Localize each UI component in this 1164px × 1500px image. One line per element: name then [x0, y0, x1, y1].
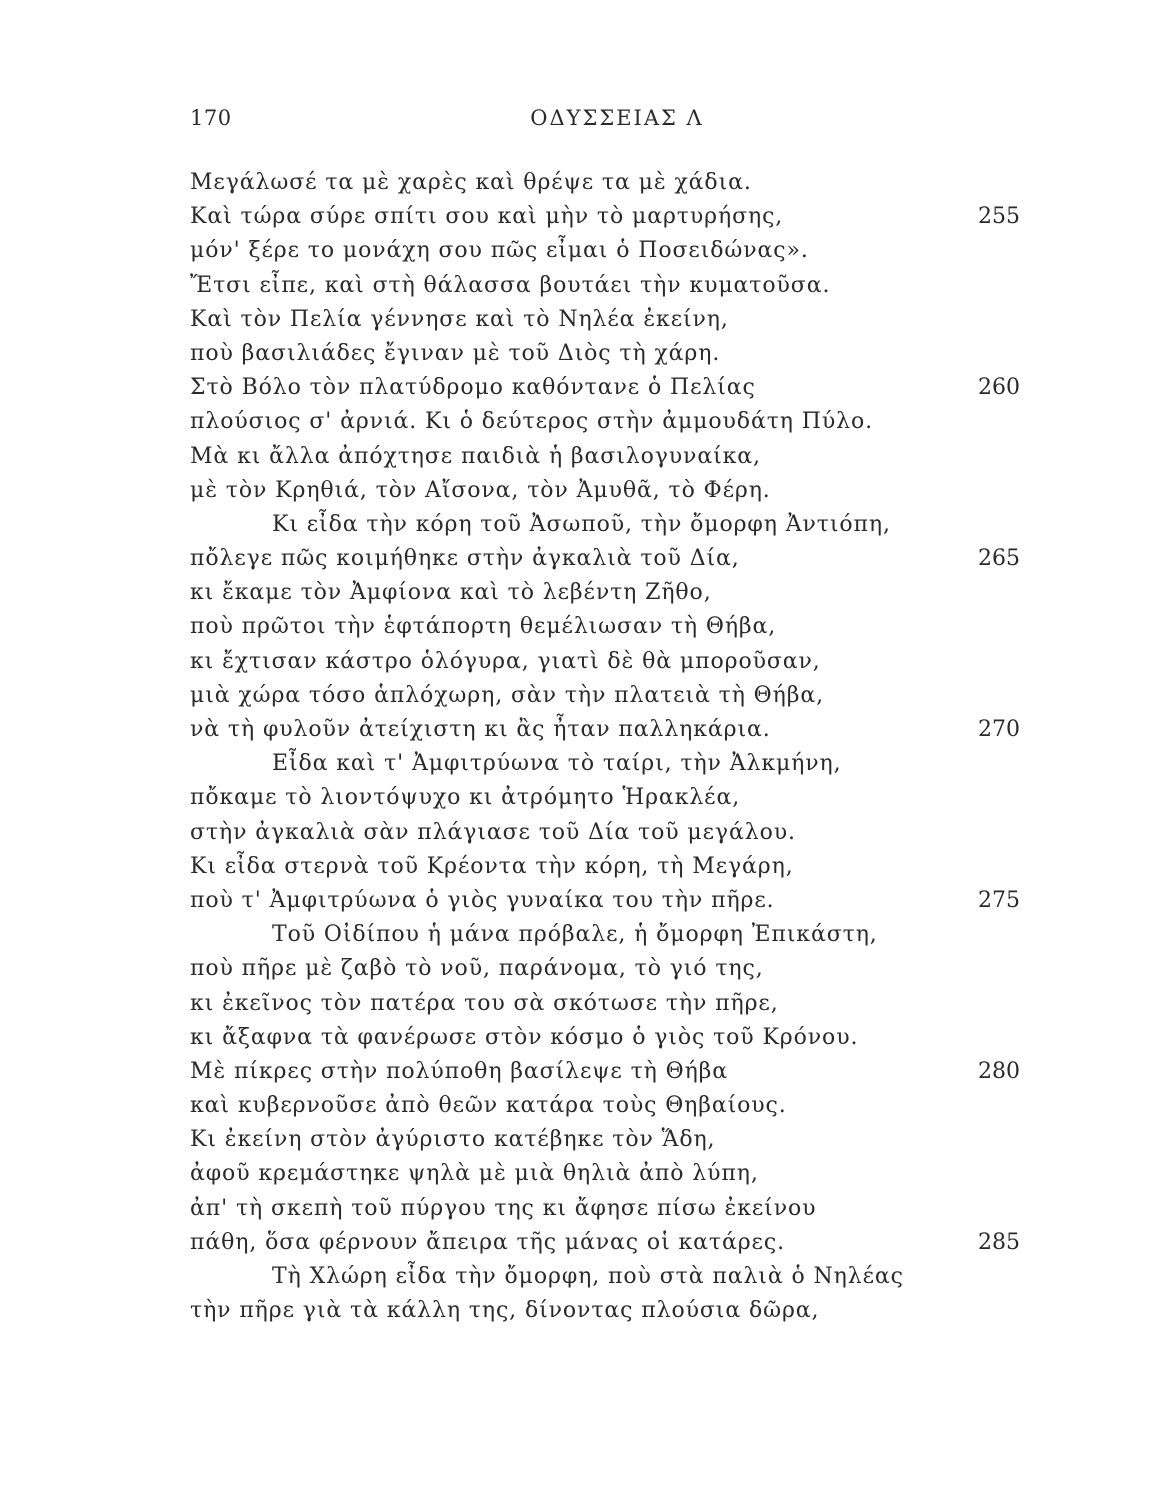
- line-text: Μὲ πίκρες στὴν πολύποθη βασίλεψε τὴ Θήβα: [190, 1058, 729, 1084]
- line-number: 255: [978, 204, 1020, 230]
- line-text: μιὰ χώρα τόσο ἁπλόχωρη, σὰν τὴν πλατειὰ τὴ Θήβα,: [190, 682, 824, 708]
- line-text: Καὶ τὸν Πελία γέννησε καὶ τὸ Νηλέα ἐκείνη,: [190, 306, 729, 332]
- line-text: κι ἄξαφνα τὰ φανέρωσε στὸν κόσμο ὁ γιὸς τοῦ Κρόνου.: [190, 1024, 859, 1050]
- poem-line: [190, 1192, 1020, 1226]
- line-number: 275: [978, 887, 1020, 913]
- line-text: Ἔτσι εἶπε, καὶ στὴ θάλασσα βουτάει τὴν κυματοῦσα.: [190, 272, 831, 298]
- line-text: ποὺ τ' Ἀμφιτρύωνα ὁ γιὸς γυναίκα του τὴν πῆρε.: [190, 887, 775, 913]
- line-text: κι ἔκαμε τὸν Ἀμφίονα καὶ τὸ λεβέντη Ζῆθο,: [190, 580, 712, 606]
- poem-line: [190, 1089, 1020, 1123]
- poem-line: [190, 440, 1020, 474]
- line-text: μόν' ξέρε το μονάχη σου πῶς εἶμαι ὁ Ποσειδώνας».: [190, 238, 809, 264]
- poem-line: [190, 1157, 1020, 1191]
- page-number: 170: [190, 106, 232, 130]
- line-text: Εἶδα καὶ τ' Ἀμφιτρύωνα τὸ ταίρι, τὴν Ἀλκμήνη,: [272, 751, 842, 777]
- poem-body: [190, 166, 1020, 1328]
- line-text: ποὺ βασιλιάδες ἔγιναν μὲ τοῦ Διὸς τὴ χάρη.: [190, 340, 721, 366]
- line-number: 285: [978, 1229, 1020, 1255]
- line-text: πὄκαμε τὸ λιοντόψυχο κι ἀτρόμητο Ἡρακλέα,: [190, 785, 741, 811]
- poem-line: [190, 166, 1020, 200]
- line-text: ἀφοῦ κρεμάστηκε ψηλὰ μὲ μιὰ θηλιὰ ἀπὸ λύπη,: [190, 1161, 759, 1187]
- line-text: Κι ἐκείνη στὸν ἀγύριστο κατέβηκε τὸν Ἅδη,: [190, 1127, 716, 1153]
- poem-line: [190, 884, 1020, 918]
- line-text: τὴν πῆρε γιὰ τὰ κάλλη της, δίνοντας πλούσια δῶρα,: [190, 1298, 820, 1324]
- poem-line: [190, 952, 1020, 986]
- poem-line: [190, 850, 1020, 884]
- poem-line: [190, 987, 1020, 1021]
- line-text: Μὰ κι ἄλλα ἀπόχτησε παιδιὰ ἡ βασιλογυναίκα,: [190, 443, 761, 469]
- line-text: πλούσιος σ' ἀρνιά. Κι ὁ δεύτερος στὴν ἀμμουδάτη Πύλο.: [190, 409, 873, 435]
- line-text: Κι εἶδα τὴν κόρη τοῦ Ἀσωποῦ, τὴν ὄμορφη Ἀντιόπη,: [272, 511, 891, 537]
- line-text: Μεγάλωσέ τα μὲ χαρὲς καὶ θρέψε τα μὲ χάδια.: [190, 170, 752, 195]
- poem-line: [190, 200, 1020, 234]
- line-number: 260: [978, 375, 1020, 401]
- poem-line: [190, 747, 1020, 781]
- poem-line: [190, 1226, 1020, 1260]
- poem-line: [190, 303, 1020, 337]
- poem-line: [190, 576, 1020, 610]
- line-text: Τοῦ Οἰδίπου ἡ μάνα πρόβαλε, ἡ ὄμορφη Ἐπικάστη,: [272, 922, 878, 948]
- line-text: Κι εἶδα στερνὰ τοῦ Κρέοντα τὴν κόρη, τὴ Μεγάρη,: [190, 853, 794, 879]
- line-text: Στὸ Βόλο τὸν πλατύδρομο καθόντανε ὁ Πελίας: [190, 375, 756, 401]
- line-number: 265: [978, 546, 1020, 572]
- poem-line: [190, 816, 1020, 850]
- line-text: ποὺ πῆρε μὲ ζαβὸ τὸ νοῦ, παράνομα, τὸ γιό της,: [190, 956, 764, 982]
- poem-line: [190, 234, 1020, 268]
- poem-line: [190, 713, 1020, 747]
- line-text: ποὺ πρῶτοι τὴν ἑφτάπορτη θεμέλιωσαν τὴ Θήβα,: [190, 614, 777, 640]
- line-number: 270: [978, 717, 1020, 742]
- poem-line: [190, 645, 1020, 679]
- line-text: μὲ τὸν Κρηθιά, τὸν Αἴσονα, τὸν Ἀμυθᾶ, τὸ Φέρη.: [190, 477, 771, 503]
- line-text: κι ἔχτισαν κάστρο ὁλόγυρα, γιατὶ δὲ θὰ μποροῦσαν,: [190, 648, 821, 674]
- poem-line: [190, 1260, 1020, 1294]
- poem-line: [190, 679, 1020, 713]
- poem-line: [190, 542, 1020, 576]
- line-text: πάθη, ὅσα φέρνουν ἄπειρα τῆς μάνας οἱ κατάρες.: [190, 1229, 785, 1255]
- poem-line: [190, 781, 1020, 815]
- line-text: ἀπ' τὴ σκεπὴ τοῦ πύργου της κι ἄφησε πίσω ἐκείνου: [190, 1195, 817, 1221]
- poem-line: [190, 918, 1020, 952]
- poem-line: [190, 337, 1020, 371]
- poem-line: [190, 1055, 1020, 1089]
- poem-line: [190, 1021, 1020, 1055]
- poem-line: [190, 508, 1020, 542]
- line-text: κι ἐκεῖνος τὸν πατέρα του σὰ σκότωσε τὴν πῆρε,: [190, 990, 779, 1016]
- line-text: νὰ τὴ φυλοῦν ἀτείχιστη κι ἂς ἦταν παλληκάρια.: [190, 717, 771, 742]
- poem-line: [190, 405, 1020, 439]
- poem-line: [190, 1294, 1020, 1328]
- poem-line: [190, 1123, 1020, 1157]
- line-text: Τὴ Χλώρη εἶδα τὴν ὄμορφη, ποὺ στὰ παλιὰ ὁ Νηλέας: [272, 1264, 904, 1289]
- line-text: καὶ κυβερνοῦσε ἀπὸ θεῶν κατάρα τοὺς Θηβαίους.: [190, 1093, 787, 1119]
- poem-line: [190, 610, 1020, 644]
- poem-line: [190, 474, 1020, 508]
- line-text: Καὶ τώρα σύρε σπίτι σου καὶ μὴν τὸ μαρτυρήσης,: [190, 204, 784, 230]
- running-title: ΟΔΥΣΣΕΙΑΣ Λ: [530, 106, 704, 130]
- line-number: 280: [978, 1058, 1020, 1084]
- line-text: πὄλεγε πῶς κοιμήθηκε στὴν ἀγκαλιὰ τοῦ Δία,: [190, 546, 740, 572]
- poem-line: [190, 269, 1020, 303]
- poem-line: [190, 371, 1020, 405]
- line-text: στὴν ἀγκαλιὰ σὰν πλάγιασε τοῦ Δία τοῦ μεγάλου.: [190, 819, 796, 845]
